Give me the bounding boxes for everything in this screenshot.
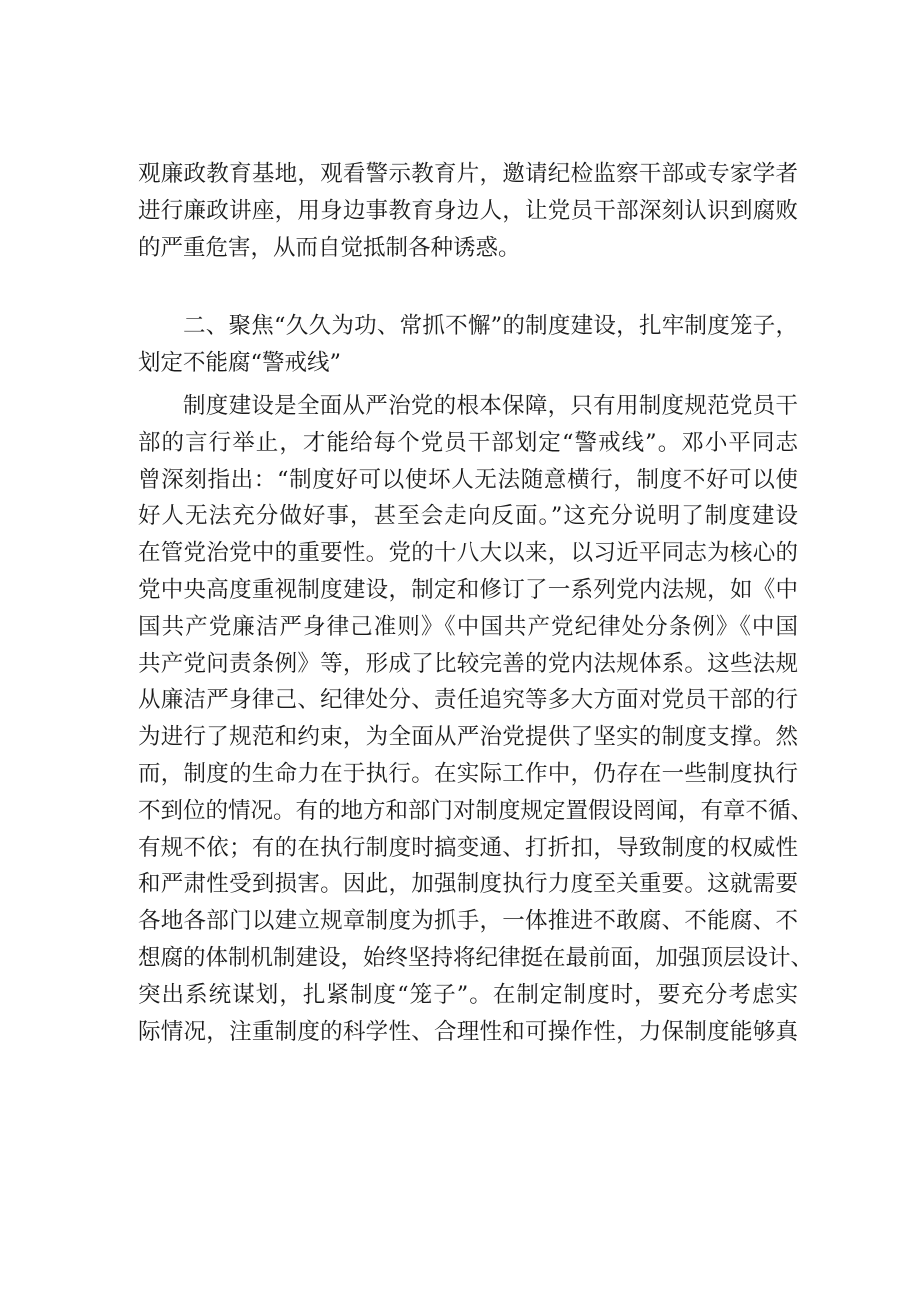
text-line: 从廉洁严身律己、纪律处分、责任追究等多大方面对党员干部的行 [138,687,798,714]
text-line: 国共产党廉洁严身律己准则》《中国共产党纪律处分条例》《中国 [138,613,798,640]
paragraph-continuation [138,156,798,266]
text-line: 制度建设是全面从严治党的根本保障，只有用制度规范党员干 [183,393,798,419]
text-line: 进行廉政讲座，用身边事教育身边人，让党员干部深刻认识到腐败 [138,197,798,224]
text-line: 部的言行举止，才能给每个党员干部划定“警戒线”。邓小平同志 [138,429,798,456]
section-heading-2 [138,308,798,382]
heading-line: 划定不能腐“警戒线” [138,349,342,376]
text-line: 在管党治党中的重要性。党的十八大以来，以习近平同志为核心的 [138,540,798,567]
text-line: 好人无法充分做好事，甚至会走向反面。”这充分说明了制度建设 [138,503,798,530]
text-line: 党中央高度重视制度建设，制定和修订了一系列党内法规，如《中 [138,576,798,603]
text-line: 观廉政教育基地，观看警示教育片，邀请纪检监察干部或专家学者 [138,161,798,187]
text-line: 为进行了规范和约束，为全面从严治党提供了坚实的制度支撑。然 [138,724,798,751]
text-line: 和严肃性受到损害。因此，加强制度执行力度至关重要。这就需要 [138,871,798,898]
text-line: 各地各部门以建立规章制度为抓手，一体推进不敢腐、不能腐、不 [138,908,798,935]
text-line: 有规不依；有的在执行制度时搞变通、打折扣，导致制度的权威性 [138,834,798,861]
text-line: 曾深刻指出：“制度好可以使坏人无法随意横行，制度不好可以使 [138,466,798,493]
text-line: 而，制度的生命力在于执行。在实际工作中，仍存在一些制度执行 [138,760,798,787]
paragraph-institution-building [138,388,814,1050]
text-line: 想腐的体制机制建设，始终坚持将纪律挺在最前面，加强顶层设计、 [138,944,814,971]
text-line: 不到位的情况。有的地方和部门对制度规定置假设罔闻，有章不循、 [138,797,814,824]
heading-line: 二、聚焦“久久为功、常抓不懈”的制度建设，扎牢制度笼子， [183,313,798,339]
text-line: 际情况，注重制度的科学性、合理性和可操作性，力保制度能够真 [138,1018,798,1045]
text-line: 突出系统谋划，扎紧制度“笼子”。在制定制度时，要充分考虑实 [138,981,798,1008]
text-line: 的严重危害，从而自觉抵制各种诱惑。 [138,234,521,261]
text-line: 共产党问责条例》等，形成了比较完善的党内法规体系。这些法规 [138,650,798,677]
